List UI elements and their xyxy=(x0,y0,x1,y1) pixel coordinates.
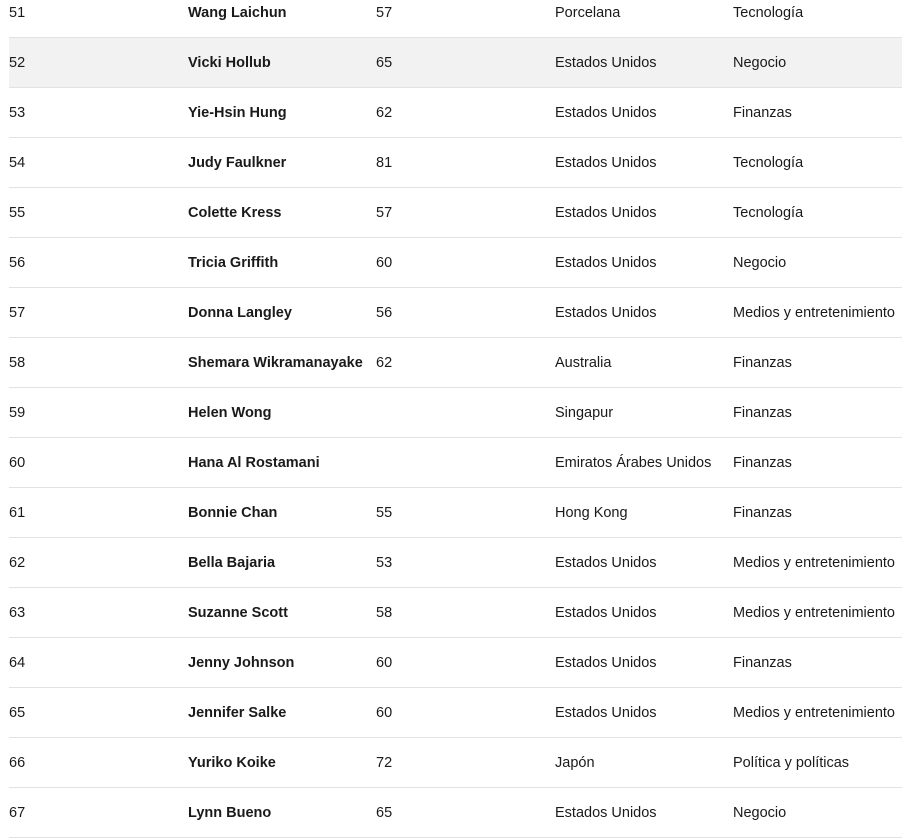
location-cell: Singapur xyxy=(555,405,614,421)
age-cell: 58 xyxy=(376,605,393,621)
industry-cell: Negocio xyxy=(733,255,787,271)
location-cell: Porcelana xyxy=(555,5,621,21)
location-cell: Estados Unidos xyxy=(555,205,657,221)
age-cell: 72 xyxy=(376,755,393,771)
industry-cell: Finanzas xyxy=(733,355,792,371)
rank-cell: 67 xyxy=(9,805,26,821)
age-cell: 57 xyxy=(376,5,393,21)
industry-cell: Medios y entretenimiento xyxy=(733,705,895,721)
rank-cell: 54 xyxy=(9,155,26,171)
industry-cell: Medios y entretenimiento xyxy=(733,305,895,321)
age-cell: 60 xyxy=(376,255,393,271)
name-cell: Bonnie Chan xyxy=(188,505,278,521)
name-cell: Yuriko Koike xyxy=(188,755,276,771)
table-row[interactable] xyxy=(9,638,902,688)
name-cell: Hana Al Rostamani xyxy=(188,455,320,471)
rank-cell: 62 xyxy=(9,555,26,571)
name-cell: Tricia Griffith xyxy=(188,255,279,271)
industry-cell: Finanzas xyxy=(733,505,792,521)
name-cell: Vicki Hollub xyxy=(188,55,271,71)
industry-cell: Finanzas xyxy=(733,405,792,421)
location-cell: Estados Unidos xyxy=(555,805,657,821)
industry-cell: Negocio xyxy=(733,55,787,71)
ranking-table xyxy=(9,0,902,838)
location-cell: Japón xyxy=(555,755,595,771)
rank-cell: 58 xyxy=(9,355,26,371)
name-cell: Wang Laichun xyxy=(188,5,287,21)
rank-cell: 56 xyxy=(9,255,26,271)
rank-cell: 52 xyxy=(9,55,26,71)
table-row[interactable] xyxy=(9,488,902,538)
age-cell: 62 xyxy=(376,105,393,121)
location-cell: Estados Unidos xyxy=(555,105,657,121)
industry-cell: Finanzas xyxy=(733,455,792,471)
name-cell: Jenny Johnson xyxy=(188,655,295,671)
industry-cell: Medios y entretenimiento xyxy=(733,555,895,571)
table-row[interactable] xyxy=(9,388,902,438)
rank-cell: 57 xyxy=(9,305,26,321)
table-row[interactable] xyxy=(9,288,902,338)
location-cell: Estados Unidos xyxy=(555,55,657,71)
location-cell: Hong Kong xyxy=(555,505,628,521)
rank-cell: 61 xyxy=(9,505,26,521)
rank-cell: 66 xyxy=(9,755,26,771)
location-cell: Estados Unidos xyxy=(555,305,657,321)
rank-cell: 51 xyxy=(9,5,26,21)
table-row[interactable] xyxy=(9,688,902,738)
industry-cell: Tecnología xyxy=(733,205,804,221)
table-row-highlighted[interactable] xyxy=(9,38,902,88)
table-row[interactable] xyxy=(9,538,902,588)
industry-cell: Tecnología xyxy=(733,155,804,171)
rank-cell: 63 xyxy=(9,605,26,621)
name-cell: Jennifer Salke xyxy=(188,705,287,721)
rank-cell: 59 xyxy=(9,405,26,421)
location-cell: Estados Unidos xyxy=(555,705,657,721)
rank-cell: 65 xyxy=(9,705,26,721)
name-cell: Bella Bajaria xyxy=(188,555,276,571)
age-cell: 62 xyxy=(376,355,393,371)
industry-cell: Negocio xyxy=(733,805,787,821)
table-row[interactable] xyxy=(9,188,902,238)
age-cell: 60 xyxy=(376,655,393,671)
table-row[interactable] xyxy=(9,238,902,288)
location-cell: Estados Unidos xyxy=(555,605,657,621)
name-cell: Helen Wong xyxy=(188,405,272,421)
age-cell: 56 xyxy=(376,305,393,321)
location-cell: Estados Unidos xyxy=(555,155,657,171)
table-row[interactable] xyxy=(9,88,902,138)
industry-cell: Política y políticas xyxy=(733,755,850,771)
location-cell: Emiratos Árabes Unidos xyxy=(555,455,712,471)
industry-cell: Finanzas xyxy=(733,655,792,671)
location-cell: Estados Unidos xyxy=(555,655,657,671)
age-cell: 53 xyxy=(376,555,393,571)
age-cell: 65 xyxy=(376,55,393,71)
table-row[interactable] xyxy=(9,138,902,188)
table-row[interactable] xyxy=(9,438,902,488)
name-cell: Colette Kress xyxy=(188,205,282,221)
industry-cell: Tecnología xyxy=(733,5,804,21)
age-cell: 55 xyxy=(376,505,393,521)
table-row[interactable] xyxy=(9,738,902,788)
industry-cell: Medios y entretenimiento xyxy=(733,605,895,621)
age-cell: 57 xyxy=(376,205,393,221)
table-row[interactable] xyxy=(9,0,902,38)
rank-cell: 53 xyxy=(9,105,26,121)
name-cell: Lynn Bueno xyxy=(188,805,272,821)
table-row[interactable] xyxy=(9,588,902,638)
name-cell: Judy Faulkner xyxy=(188,155,287,171)
name-cell: Yie-Hsin Hung xyxy=(188,105,287,121)
name-cell: Suzanne Scott xyxy=(188,605,288,621)
rank-cell: 55 xyxy=(9,205,26,221)
industry-cell: Finanzas xyxy=(733,105,792,121)
rank-cell: 64 xyxy=(9,655,26,671)
age-cell: 60 xyxy=(376,705,393,721)
name-cell: Donna Langley xyxy=(188,305,292,321)
location-cell: Australia xyxy=(555,355,612,371)
name-cell: Shemara Wikramanayake xyxy=(188,355,363,371)
rank-cell: 60 xyxy=(9,455,26,471)
age-cell: 81 xyxy=(376,155,393,171)
age-cell: 65 xyxy=(376,805,393,821)
table-row[interactable] xyxy=(9,338,902,388)
location-cell: Estados Unidos xyxy=(555,255,657,271)
location-cell: Estados Unidos xyxy=(555,555,657,571)
table-row[interactable] xyxy=(9,788,902,838)
